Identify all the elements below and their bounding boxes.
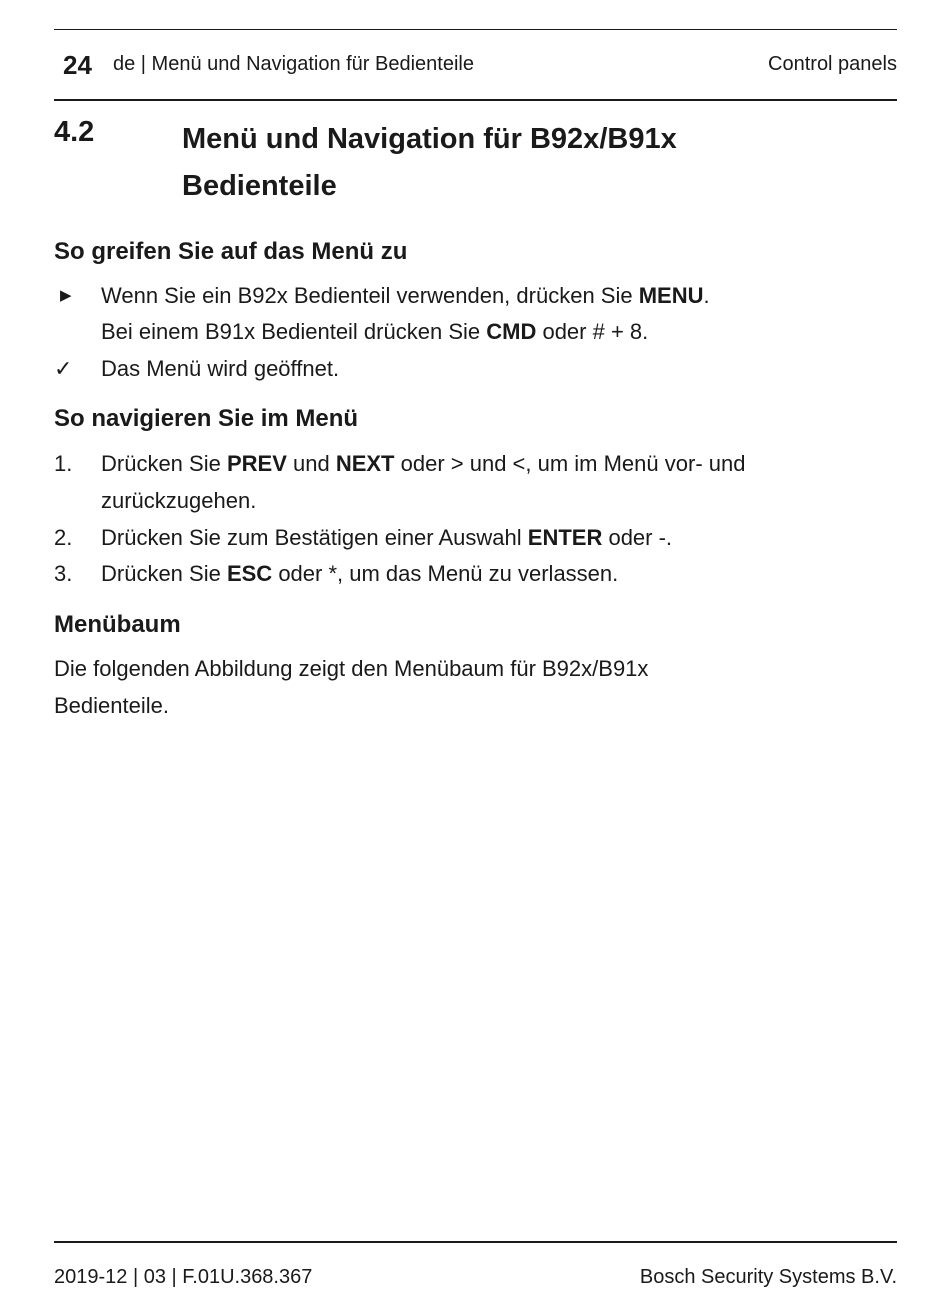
access-heading: So greifen Sie auf das Menü zu [54,238,408,265]
access-step-line-1: Wenn Sie ein B92x Bedienteil verwenden, drücken Sie MENU. [101,283,710,308]
menu-key: MENU [638,283,704,308]
running-header-title: de | Menü und Navigation für Bedienteile [113,53,474,75]
footer-document-id: 2019-12 | 03 | F.01U.368.367 [54,1266,313,1288]
page-header [54,44,897,84]
menu-tree-text-line-2: Bedienteile. [54,693,169,718]
list-item: Drücken Sie PREV und NEXT oder > und <, um im Menü vor- und [101,451,746,476]
access-step-line-2: Bei einem B91x Bedienteil drücken Sie CMD oder # + 8. [101,319,649,344]
header-top-rule [54,29,897,30]
menu-tree-text-line-1: Die folgenden Abbildung zeigt den Menübaum für B92x/B91x [54,656,649,681]
menu-tree-heading: Menübaum [54,611,181,638]
footer-rule [54,1241,897,1243]
checkmark-icon: ✓ [54,356,73,381]
list-number: 3. [54,561,73,586]
cmd-key: CMD [486,319,537,344]
navigate-heading: So navigieren Sie im Menü [54,405,359,432]
step-arrow-icon: ▶ [60,287,72,304]
access-result: Das Menü wird geöffnet. [101,356,340,381]
list-item: Drücken Sie zum Bestätigen einer Auswahl ENTER oder -. [101,525,673,550]
list-item: Drücken Sie ESC oder *, um das Menü zu verlassen. [101,561,619,586]
list-item-continuation: zurückzugehen. [101,488,257,513]
list-number: 2. [54,525,73,550]
section-title: Menü und Navigation für B92x/B91x Bedienteile [182,123,677,202]
footer-publisher: Bosch Security Systems B.V. [639,1266,897,1288]
list-number: 1. [54,451,73,476]
page-number: 24 [63,50,92,80]
header-bottom-rule [54,99,897,101]
section-number: 4.2 [54,116,95,148]
running-header-section: Control panels [768,53,897,75]
